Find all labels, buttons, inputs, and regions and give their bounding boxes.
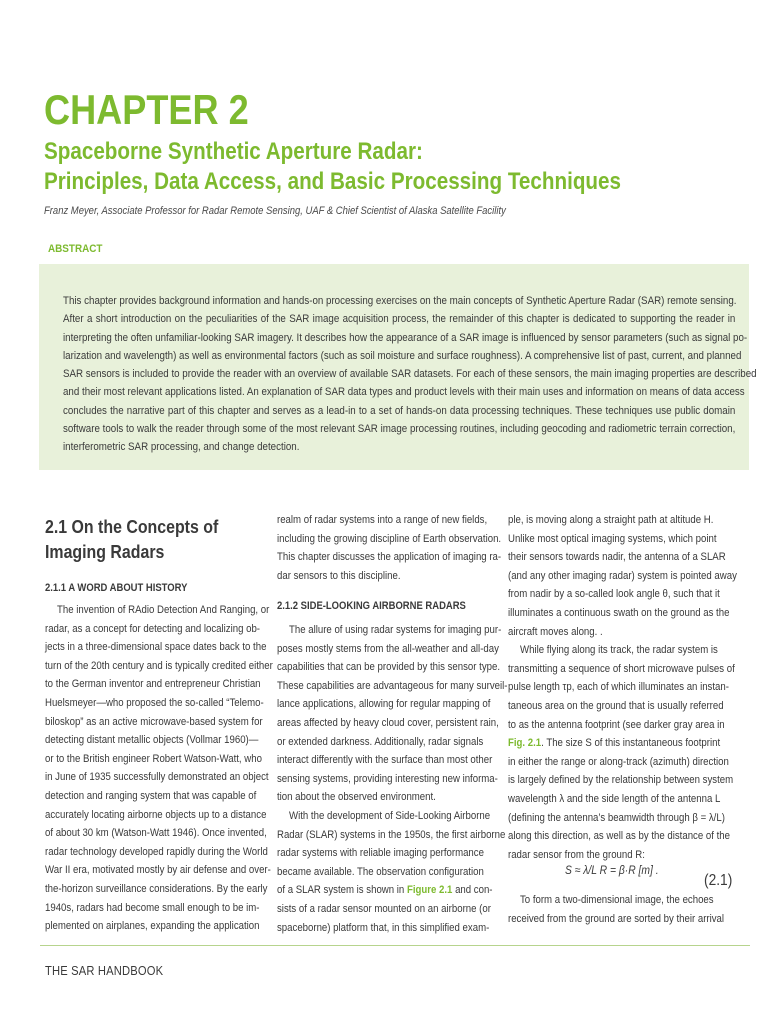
body-line: The invention of RAdio Detection And Ranging, or (57, 604, 270, 616)
body-line: War II era, motivated mostly by air defense and over- (45, 864, 271, 877)
body-line: areas affected by heavy cloud cover, persistent rain, (277, 717, 499, 729)
body-line: to the German inventor and entrepreneur Christian (45, 678, 261, 691)
body-line: in either the range or along-track (azimuth) direction (508, 755, 729, 768)
body-line: detection and ranging system that was capable of (45, 790, 257, 802)
body-text-fragment: and con- (452, 884, 493, 897)
body-line: Radar (SLAR) systems in the 1950s, the first airborne (277, 828, 506, 841)
body-line: Fig. 2.1. The size S of this instantaneous footprint (508, 737, 721, 750)
abstract-line: This chapter provides background information and hands-on processing exercises on the main concepts of Synthetic Aperture Radar (SAR) remote sensing. (63, 295, 737, 307)
abstract-line: larization and wavelength) as well as environmental factors (such as soil moisture and surface roughness). A comprehensive list of past, current, and planned (63, 349, 742, 362)
body-line: The allure of using radar systems for imaging pur- (289, 624, 502, 636)
body-line: (and any other imaging radar) system is pointed away (508, 569, 737, 582)
body-line: jects in a three-dimensional space dates back to the (45, 641, 267, 654)
body-line: sensing systems, providing interesting new informa- (277, 772, 498, 785)
figure-reference-link[interactable]: Figure 2.1 (406, 884, 453, 897)
body-line: pulse length τp, each of which illuminates an instan- (508, 681, 729, 694)
equation: S ≈ λ/L R = β·R [m] . (565, 863, 659, 877)
body-line: illuminates a continuous swath on the ground as the (508, 607, 730, 619)
body-line: to as the antenna footprint (see darker gray area in (508, 718, 725, 731)
chapter-title-line: Spaceborne Synthetic Aperture Radar: (44, 138, 423, 165)
body-line: To form a two-dimensional image, the echoes (520, 894, 714, 906)
body-line: received from the ground are sorted by their arrival (508, 912, 725, 925)
body-line: dar sensors to this discipline. (277, 569, 401, 582)
abstract-line: SAR sensors is included to provide the reader with an overview of available SAR datasets. For each of these sensors, the main imaging properties are described (63, 368, 757, 381)
abstract-line: interpreting the often unfamiliar-looking SAR imagery. It describes how the appearance of a SAR image is influenced by sensor parameters (such as signal po- (63, 331, 748, 344)
equation-number: (2.1) (704, 872, 733, 889)
body-line: sists of a radar sensor mounted on an airborne (or (277, 903, 491, 915)
abstract-line: concludes the narrative part of this chapter and serves as a lead-in to a set of hands-on data processing techniques. These techniques use public domain (63, 404, 736, 417)
subsection-heading: 2.1.1 A WORD ABOUT HISTORY (45, 582, 188, 594)
body-line: including the growing discipline of Earth observation. (277, 532, 502, 545)
chapter-title (44, 137, 621, 197)
body-line: interact differently with the surface than most other (277, 754, 493, 767)
running-footer: THE SAR HANDBOOK (45, 963, 164, 978)
body-line: from nadir by a so-called look angle θ, such that it (508, 588, 720, 601)
body-line: While flying along its track, the radar system is (520, 644, 718, 657)
body-line: With the development of Side-Looking Airborne (289, 810, 491, 822)
chapter-number: CHAPTER 2 (44, 86, 249, 133)
body-line: ple, is moving along a straight path at altitude H. (508, 514, 714, 526)
body-line: of a SLAR system is shown in Figure 2.1 and con- (277, 884, 493, 897)
body-line: became available. The observation configuration (277, 865, 484, 878)
body-line: poses mostly stems from the all-weather and all-day (277, 642, 499, 655)
body-line: biloskop” as an active microwave-based system for (45, 715, 263, 728)
body-line: (defining the antenna’s beamwidth through β = λ/L) (508, 811, 725, 824)
body-line: Unlike most optical imaging systems, which point (508, 532, 717, 545)
author-line: Franz Meyer, Associate Professor for Radar Remote Sensing, UAF & Chief Scientist of Alaska Satellite Facility (44, 205, 506, 217)
body-line: plemented on airplanes, expanding the application (45, 920, 260, 933)
abstract-text (63, 292, 757, 457)
section-heading-line: 2.1 On the Concepts of (45, 516, 219, 537)
body-line: their sensors towards nadir, the antenna of a SLAR (508, 551, 726, 564)
body-line: radar, as a concept for detecting and localizing ob- (45, 622, 261, 635)
body-line: along this direction, as well as by the distance of the (508, 830, 730, 843)
body-line: accurately locating airborne objects up to a distance (45, 808, 267, 821)
figure-reference-link[interactable]: Fig. 2.1 (508, 737, 542, 750)
abstract-line: interferometric SAR processing, and change detection. (63, 441, 300, 454)
body-line: taneous area on the ground that is usually referred (508, 700, 724, 712)
body-line: aircraft moves along. . (508, 625, 603, 638)
abstract-line: and their most relevant applications listed. An explanation of SAR data types and product levels with their main uses and information on means of data access (63, 386, 745, 399)
body-line: radar systems with reliable imaging performance (277, 847, 484, 860)
body-line: Huelsmeyer—who proposed the so-called “Telemo- (45, 697, 264, 709)
abstract-label: ABSTRACT (48, 243, 103, 255)
body-line: 1940s, radars had become small enough to be im- (45, 901, 260, 914)
subsection-heading: 2.1.2 SIDE-LOOKING AIRBORNE RADARS (277, 600, 466, 612)
body-line: or extended darkness. Additionally, radar signals (277, 735, 484, 748)
abstract-line: After a short introduction on the peculiarities of the SAR image acquisition process, the remainder of this chapter is dedicated to supporting the reader in (63, 313, 736, 326)
abstract-line: software tools to walk the reader through some of the most relevant SAR image processing routines, including geocoding and radiometric terrain correction, (63, 423, 736, 436)
body-line: capabilities that can be provided by this sensor type. (277, 661, 501, 674)
body-line: or to the British engineer Robert Watson-Watt, who (45, 752, 262, 765)
body-line: in June of 1935 successfully demonstrated an object (45, 771, 269, 784)
body-line: tion about the observed environment. (277, 791, 436, 804)
body-line: of about 30 km (Watson-Watt 1946). Once invented, (45, 827, 267, 840)
section-heading-line: Imaging Radars (45, 541, 165, 562)
body-line: radar technology developed rapidly during the World (45, 845, 268, 858)
body-line: turn of the 20th century and is typically credited either (45, 659, 273, 672)
body-line: detecting distant metallic objects (Vollmar 1960)— (45, 734, 259, 747)
body-line: This chapter discusses the application of imaging ra- (277, 551, 502, 564)
body-line: is largely defined by the relationship between system (508, 774, 734, 787)
body-line: wavelength λ and the side length of the antenna L (508, 793, 721, 805)
body-line: realm of radar systems into a range of new fields, (277, 514, 488, 526)
body-line: radar sensor from the ground R: (508, 848, 645, 861)
body-line: the-horizon surveillance considerations. By the early (45, 883, 268, 895)
footer-rule (40, 945, 750, 946)
body-line: lance applications, allowing for regular mapping of (277, 698, 491, 711)
body-line: These capabilities are advantageous for many surveil- (277, 679, 508, 692)
body-line: transmitting a sequence of short microwave pulses of (508, 662, 735, 675)
section-heading (45, 514, 251, 564)
chapter-title-line: Principles, Data Access, and Basic Processing Techniques (44, 168, 622, 195)
body-line: spaceborne) platform that, in this simplified exam- (277, 921, 490, 934)
